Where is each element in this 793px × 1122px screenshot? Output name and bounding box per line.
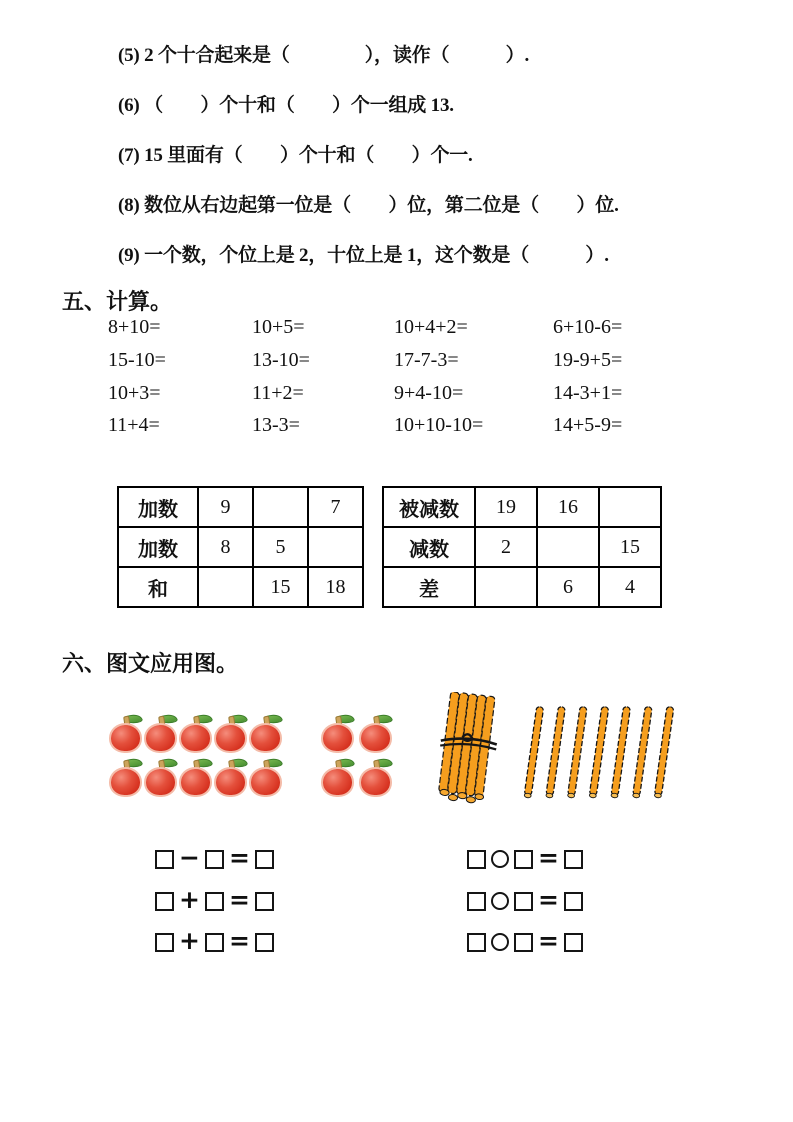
apple-body (146, 725, 175, 751)
apple-icon (215, 712, 248, 754)
table-blank-cell (253, 487, 308, 527)
table-row (383, 527, 661, 567)
table-value-cell: 15 (253, 567, 308, 607)
question-line-7: (7) 15 里面有（ ）个十和（ ）个一. (118, 145, 473, 166)
table-value-cell: 2 (475, 527, 537, 567)
answer-box (514, 892, 533, 911)
answer-box (564, 933, 583, 952)
answer-box (564, 850, 583, 869)
table-row (118, 567, 363, 607)
table-row (118, 527, 363, 567)
table-label: 和 (118, 567, 198, 607)
stick-icon (632, 706, 652, 798)
answer-box (205, 933, 224, 952)
apple-icon (322, 712, 355, 754)
apple-body (111, 769, 140, 795)
answer-box (255, 892, 274, 911)
calc-grid (108, 316, 622, 447)
calc-problem: 11+2= (252, 381, 304, 404)
calc-problem: 13-3= (252, 414, 300, 437)
answer-box (564, 892, 583, 911)
answer-box (467, 850, 486, 869)
table-label: 加数 (118, 527, 198, 567)
operator-circle (491, 892, 509, 910)
stick-icon (546, 706, 566, 798)
subtraction-fill-table (382, 486, 662, 608)
table-value-cell: 6 (537, 567, 599, 607)
question-line-9: (9) 一个数，个位上是 2，十位上是 1，这个数是（ ）. (118, 245, 609, 266)
answer-box (155, 850, 174, 869)
apple-icon (360, 712, 393, 754)
plus-operator: + (179, 884, 200, 914)
apple-icon (250, 712, 283, 754)
equation-row (155, 842, 274, 872)
answer-box (255, 850, 274, 869)
table-row (383, 487, 661, 527)
table-label: 差 (383, 567, 475, 607)
apple-body (251, 769, 280, 795)
apple-body (361, 725, 390, 751)
calc-problem: 11+4= (108, 414, 160, 437)
apple-icon (145, 712, 178, 754)
table-value-cell: 5 (253, 527, 308, 567)
question-line-5: (5) 2 个十合起来是（ ），读作（ ）. (118, 45, 530, 66)
calc-problem: 14-3+1= (553, 381, 623, 404)
table-value-cell: 8 (198, 527, 253, 567)
equation-row (467, 925, 583, 955)
stick-icon (567, 706, 587, 798)
apple-body (181, 725, 210, 751)
apple-icon (215, 756, 248, 798)
apple-icon (250, 756, 283, 798)
table-value-cell: 15 (599, 527, 661, 567)
equals-operator: = (228, 884, 250, 914)
apple-body (216, 769, 245, 795)
question-line-8: (8) 数位从右边起第一位是（ ）位，第二位是（ ）位. (118, 195, 619, 216)
loose-sticks-group (518, 703, 688, 803)
calc-problem: 6+10-6= (553, 316, 623, 338)
apple-body (361, 769, 390, 795)
answer-box (155, 933, 174, 952)
answer-box (255, 933, 274, 952)
question-line-6: (6) （ ）个十和（ ）个一组成 13. (118, 95, 454, 116)
section5-title: 五、计算。 (62, 289, 173, 314)
apple-body (111, 725, 140, 751)
stick-icon (654, 706, 674, 798)
apple-icon (180, 756, 213, 798)
apple-body (323, 769, 352, 795)
table-value-cell: 7 (308, 487, 363, 527)
equals-operator: = (228, 842, 250, 872)
table-value-cell: 18 (308, 567, 363, 607)
calc-problem: 15-10= (108, 348, 166, 371)
table-blank-cell (308, 527, 363, 567)
answer-box (155, 892, 174, 911)
stick-icon (524, 706, 544, 798)
table-value-cell: 9 (198, 487, 253, 527)
table-label: 减数 (383, 527, 475, 567)
equals-operator: = (538, 842, 559, 872)
minus-operator: − (179, 842, 200, 872)
apple-body (216, 725, 245, 751)
calc-problem: 9+4-10= (394, 381, 464, 404)
table-row (118, 487, 363, 527)
stick-icon (611, 706, 631, 798)
apple-icon (110, 756, 143, 798)
apple-group-left (110, 712, 285, 800)
answer-box (514, 850, 533, 869)
answer-box (205, 892, 224, 911)
apple-body (181, 769, 210, 795)
table-value-cell: 16 (537, 487, 599, 527)
apple-body (251, 725, 280, 751)
table-blank-cell (475, 567, 537, 607)
operator-circle (491, 850, 509, 868)
equation-row (155, 925, 274, 955)
stick-bundle-icon (437, 692, 499, 806)
equals-operator: = (538, 925, 559, 955)
table-blank-cell (198, 567, 253, 607)
answer-box (514, 933, 533, 952)
apple-body (323, 725, 352, 751)
table-value-cell: 4 (599, 567, 661, 607)
table-value-cell: 19 (475, 487, 537, 527)
stick-icon (589, 706, 609, 798)
calc-problem: 8+10= (108, 316, 161, 338)
calc-problem: 13-10= (252, 348, 310, 371)
apple-icon (145, 756, 178, 798)
apple-icon (322, 756, 355, 798)
apple-icon (360, 756, 393, 798)
equation-row (467, 884, 583, 914)
calc-problem: 10+3= (108, 381, 161, 404)
equation-row (155, 884, 274, 914)
calc-problem: 10+4+2= (394, 316, 468, 338)
operator-circle (491, 933, 509, 951)
apple-icon (180, 712, 213, 754)
apple-icon (110, 712, 143, 754)
table-blank-cell (537, 527, 599, 567)
equals-operator: = (538, 884, 559, 914)
calc-problem: 10+10-10= (394, 414, 484, 437)
table-row (383, 567, 661, 607)
equation-row (467, 842, 583, 872)
plus-operator: + (179, 925, 200, 955)
calc-problem: 14+5-9= (553, 414, 623, 437)
calc-problem: 10+5= (252, 316, 305, 338)
calc-problem: 19-9+5= (553, 348, 623, 371)
subtraction-table-body (383, 487, 661, 607)
calc-problem: 17-7-3= (394, 348, 459, 371)
addition-fill-table (117, 486, 364, 608)
answer-box (467, 892, 486, 911)
apple-group-right (322, 712, 398, 800)
answer-box (467, 933, 486, 952)
addition-table-body (118, 487, 363, 607)
table-label: 被减数 (383, 487, 475, 527)
section6-title: 六、图文应用图。 (62, 651, 239, 676)
answer-box (205, 850, 224, 869)
equals-operator: = (228, 925, 250, 955)
apple-body (146, 769, 175, 795)
table-label: 加数 (118, 487, 198, 527)
table-blank-cell (599, 487, 661, 527)
